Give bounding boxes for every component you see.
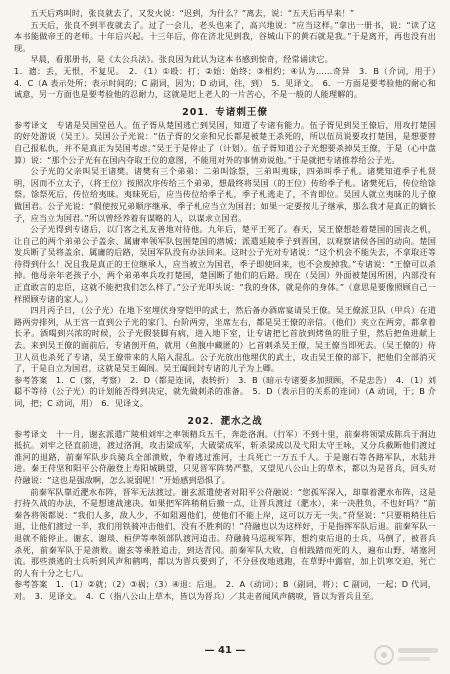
paragraph: 五天后鸡叫时，张良就去了，又发火说：“迟到，为什么？”离去，说：“五天后再早来！” bbox=[30, 8, 355, 18]
watermark-logo-icon bbox=[372, 640, 442, 670]
answer-block: 参考答案 1．（1）②就；（2）③祸；（3）④退：后退。 2．A（动词）；B（副词，将）；C 副词，一起；D 代词，对。 3．见译文。 4．C（指八公山上草木，皆以为晋兵）／其走者闻风声鹤唳，皆以为晋兵且至。 bbox=[14, 579, 436, 601]
answer-block: 参考答案 1．C（察，考察） 2．D（都是连词，表转折） 3．B（暗示专诸要多加照顾，不是忠告） 4．（1）刘聪不等待（公子光）的计划能否得到决定，就先做刺杀的准备。 5．D（表示目的关系的连词）（A 动词，于；B 介词，把；C 动词，用） 6．见译文。 bbox=[14, 374, 436, 408]
paragraph: 公子光得到专诸后，以门客之礼友善地对待他。九年后，楚平王死了。春天，吴王僚想趁着楚国的国丧之机，让自己的两个弟弟公子盖余、属庸率领军队包围楚国的潜城；派遣延陵季子到晋国，以观察诸侯各国的动向。楚国发兵断了吴将盖余、属庸的后路，吴国军队没有办法回来。这时公子光对专诸说：“这个机会不能失去，不拿取还等待得到什么！况且我是真正的王位继承人，应当被立为国君，季子即使回来，也不会废掉我。”专诸说：“王僚可以杀掉。他母亲年老孩子小，两个弟弟率兵攻打楚国，楚国断了他们的后路。现在（吴国）外面被楚国所困，内部没有正直敢言的忠臣，这就不能把我们怎么样了。”公子光叩头说：“我的身体，就是你的身体。”（意思是要像照顾自己一样照顾专诸的家人。） bbox=[14, 224, 436, 304]
page-number: — 41 — bbox=[204, 645, 246, 656]
translation-paragraph: 参考译文 专诸是吴国堂邑人。伍子胥从楚国逃亡到吴国，知道了专诸有能力。伍子胥见到吴王僚后，用攻打楚国的好处游说（吴王）。吴国公子光说：“伍子胥的父亲和兄长都是被楚王杀死的，所以伍员说要攻打楚国，是想要替自己报私仇，并不是真正为吴国考虑。”吴王于是停止了（计划）。伍子胥知道公子光想要杀掉吴王僚，于是（心中盘算）说：“那个公子光有在国内夺取王位的意图，不能用对外的事情劝说他。”于是就把专诸推荐给公子光。 bbox=[14, 119, 436, 165]
answer-block: 1．遗：丢，无恨，不复见。 2．（1）①殴：打；②始：始终；③相约；④认为……奇异 3．B（介词，用于） 4．C（A 表示处所；表示时间的；C 副词，因为；D 动词，往，到） 5．见译文。 6．一方面是要考验他的耐心和诚意，另一方面也是要考验他的忍耐力，这就是圯上老人的一片苦心，不是一般的人能理解的。 bbox=[14, 65, 445, 100]
section-title: 201．专诸刺王僚 bbox=[182, 106, 268, 118]
paragraph: 前秦军队靠近淝水布阵，晋军无法渡过。谢玄派遣使者对阳平公苻融说：“您孤军深入，却靠着淝水布阵，这是打持久战的办法，不是想速战速决。如果把军阵稍稍后撤一点，让晋兵渡过（淝水），来一决胜负，不也好吗？”前秦各将领都说：“我们人多，敌人少，不如阻遏他们，使他们不能上岸，这可以万无一失。”苻坚说：“只要稍稍往后退，让他们渡过一半，我们用铁骑冲击他们，没有不胜利的！”苻融也以为这样好，于是指挥军队后退。前秦军队一退就不能停止。谢玄、谢琰、桓伊等率领部队渡河追击。苻融骑马巡视军阵，想约束后退的士兵，马倒了，被晋兵杀死，前秦军队于是溃败。谢玄等乘胜追击，到达青冈。前秦军队大败，自相践踏而死的人，遍布山野、堵塞河流。那些溃逃的士兵听到风声和鹤鸣，都以为晋兵要到了，不分昼夜地逃跑，在草野中露宿，加上饥寒交迫，死亡的人有十分之七八。 bbox=[14, 486, 436, 578]
translation-paragraph: 参考译文 十一月，谢玄派遣广陵相刘牢之率领精兵五千，奔赴洛涧。（行军）不到十里，前秦将领梁成陈兵于涧边抵抗。刘牢之径直前进，渡过洛涧，攻击梁成军，大破梁成军，斩杀梁成以及弋阳太守王咏，又分兵截断他们渡过淮河的退路，前秦军队步兵骑兵全部溃败，争着逃过淮河，士兵死亡一万五千人。于是谢石等各路军队，水陆并进。秦王苻坚和阳平公苻融登上寿阳城眺望，只见晋军阵势严整，又望见八公山上的草木，都以为是晋兵，回头对苻融说：“这也是强敌啊，怎么说弱呢！”开始感到恐惧了。 bbox=[14, 428, 436, 485]
paragraph: 早晨，看那册书，是《太公兵法》。张良因为此认为这本书感到惊奇，经常诵读它。 bbox=[30, 54, 333, 65]
paragraph: 五天后，张良不到半夜就去了。过了一会儿，老头也来了，高兴地说：“应当这样。”拿出一册书，说：“读了这本书能做帝王的老师。十年后兴起。十三年后，你在济北见到我，谷城山下的黄石就是我。”于是离开，再也没有出现。 bbox=[14, 19, 436, 53]
paragraph: 公子光的父亲叫吴王诸樊。诸樊有三个弟弟：二弟叫馀祭，三弟叫夷昧，四弟叫季子札。诸樊知道季子札贤明，因而不立太子，（将王位）按照次序传给三个弟弟，想最终将吴国（的王位）传给季子札。诸樊死后，传位给馀祭。馀祭死后，传位给夷昧。夷昧死后，应当传位给季子札，季子札逃走了，不肯即位。吴国人就立夷昧的儿子僚做国君。公子光说：“假使按兄弟顺序继承，季子札应当立为国君；如果一定要按儿子继承，那么我才是真正的嫡长子，应当立为国君。”所以曾经养着有谋略的人，以谋求立国君。 bbox=[14, 166, 436, 223]
paragraph: 四月丙子日，（公子光）在地下室埋伏身穿铠甲的武士，然后备办酒席宴请吴王僚。吴王僚派卫队（甲兵）在道路两旁排列，从王宫一直到公子光的家门、台阶两旁，坐席左右，都是吴王僚的亲信。（他们）夹立在两旁，都拿着长矛。酒喝到兴浓的时候，公子光假装脚有病，进入地下室，让专诸把匕首放到烤鱼的肚子里，然后把鱼进献上去。来到吴王僚的面前后，专诸剖开鱼，就用（鱼腹中藏匿的）匕首刺杀吴王僚，吴王僚当即死去。（吴王僚的）侍卫人员也杀死了专诸，吴王僚带来的人陷入混乱。公子光放出他埋伏的武士，攻击吴王僚的部下，把他们全部消灭了，于是自立为国君，这就是吴王阖闾。吴王阖闾封专诸的儿子为上卿。 bbox=[14, 305, 436, 374]
section-title: 202．淝水之战 bbox=[187, 415, 263, 427]
